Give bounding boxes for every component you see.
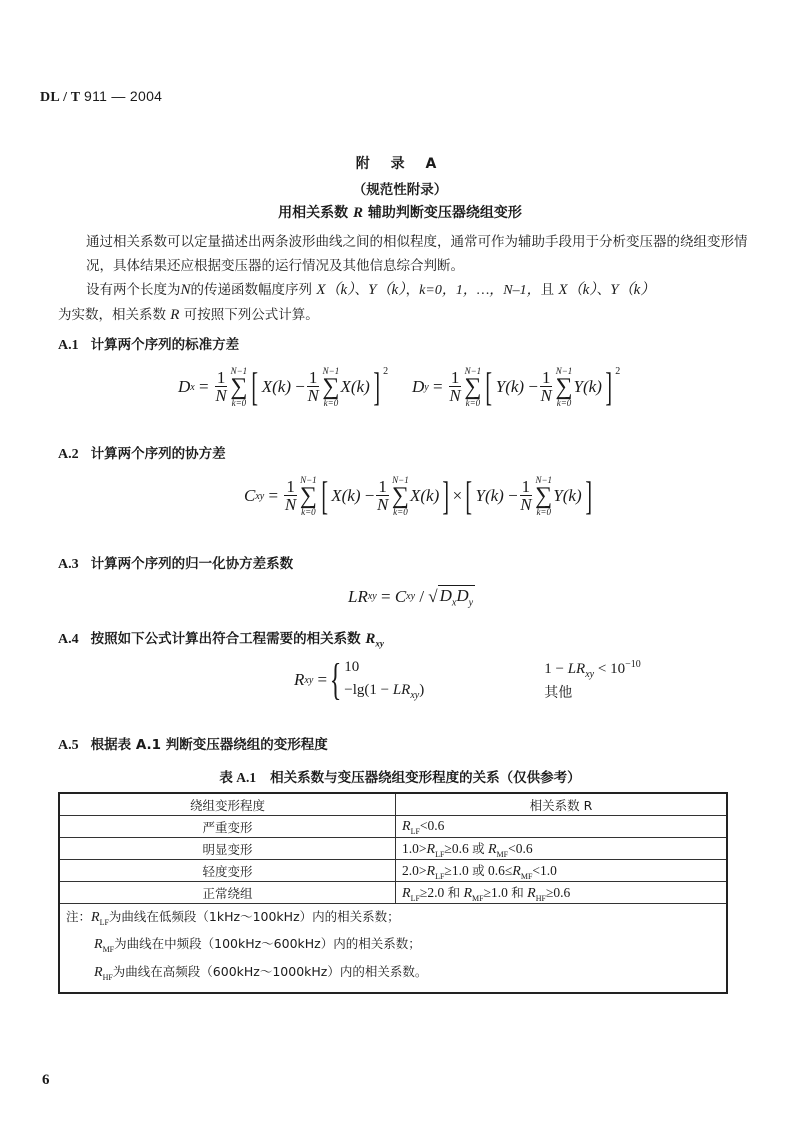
section-number: A.3 <box>58 557 79 572</box>
formula-rxy: R xy = { 10 $1 - LR_{xy} < 10^{-10}$ $-\lg(1 - LR_{xy})$ 其他 <box>294 655 641 704</box>
p2-sep: 、 <box>354 282 369 298</box>
note-text: 为曲线在中频段（100kHz～600kHz）内的相关系数； <box>114 936 421 952</box>
table-cell-level: 严重变形 <box>59 816 396 838</box>
summation: N−1 ∑ k=0 <box>535 475 553 517</box>
table-cell-criteria: $R_{LF}\ge 2.0$ 和 $R_{MF}\ge 1.0$ 和 $R_{HF}\ge 0.6$ <box>396 882 728 904</box>
f-num: 1 <box>286 477 295 496</box>
intro-p2-text <box>58 278 748 303</box>
f-Yk: Y(k) <box>553 486 582 505</box>
fraction <box>284 478 297 514</box>
intro-paragraph-2 <box>58 278 748 327</box>
section-title: 根据表 A.1 判断变压器绕组的变形程度 <box>90 737 328 753</box>
sum-upper: N−1 <box>555 366 573 376</box>
section-title: 计算两个序列的归一化协方差系数 <box>90 556 294 572</box>
f-Xk: X(k) <box>409 486 440 505</box>
table-cell-level: 轻度变形 <box>59 860 396 882</box>
summation: N−1 ∑ k=0 <box>391 475 409 517</box>
f-sub: xy <box>255 490 265 502</box>
f-Xk: X(k) <box>261 377 292 396</box>
appendix-subtitle: （规范性附录） <box>352 182 448 198</box>
sum-upper: N−1 <box>535 475 553 485</box>
formula-dy: D y = $\frac{1}{N}$ N−1 ∑ k=0 [ Y(k) − $\frac{1}{N}$ N−1 ∑ k=0 Y(k) ] 2 <box>412 364 621 409</box>
p2-c: ， <box>405 282 420 298</box>
f-num: 1 <box>308 368 318 387</box>
section-a2-heading <box>58 442 226 463</box>
table-cell-criteria: $2.0>R_{LF}\ge 1.0$ 或 $0.6\le R_{MF}<1.0$ <box>396 860 728 882</box>
table-caption <box>0 766 800 786</box>
note-sub: MF <box>102 945 115 955</box>
summation: N−1 ∑ k=0 <box>230 366 248 408</box>
summation: N−1 ∑ k=0 <box>464 366 482 408</box>
note-text: 为曲线在高频段（600kHz～1000kHz）内的相关系数。 <box>112 963 428 979</box>
p2-Y2: Y（k） <box>610 282 656 298</box>
f-sub: xy <box>304 674 314 686</box>
p2-X2: X（k） <box>558 282 597 298</box>
case2-condition: 其他 <box>544 684 573 701</box>
f-num: 1 <box>541 368 551 387</box>
fraction <box>540 369 553 405</box>
formula-lrxy: LR xy = C xy / √ $D_xD_y$ <box>348 586 474 609</box>
sum-lower: k=0 <box>465 398 481 408</box>
f-D1sub: x <box>451 597 457 609</box>
formula-cxy: C xy = $\frac{1}{N}$ N−1 ∑ k=0 [ X(k) − $\frac{1}{N}$ N−1 ∑ k=0 X(k) ] × [ Y(k) − $\frac{1}{N}$ N−1 ∑ k=0 Y(k) ] <box>244 473 592 518</box>
section-number: A.1 <box>58 338 79 353</box>
formula-dx: D x = $\frac{1}{N}$ N−1 ∑ k=0 [ X(k) − $\frac{1}{N}$ N−1 ∑ k=0 X(k) ] 2 <box>178 364 389 409</box>
sum-lower: k=0 <box>556 398 572 408</box>
table-cell-level: 明显变形 <box>59 838 396 860</box>
table-note-row <box>59 904 727 993</box>
section-a1-heading <box>58 333 239 354</box>
f-lhs: LR <box>348 586 368 606</box>
f-sub: y <box>424 381 429 393</box>
f-den: N <box>449 386 461 405</box>
p2-k: k=0，1，…，N–1， <box>419 283 541 298</box>
table-note <box>59 904 727 993</box>
p2-d: 且 <box>540 282 555 298</box>
f-Csub: xy <box>406 591 416 603</box>
intro-paragraph-1 <box>58 230 748 278</box>
sum-upper: N−1 <box>230 366 248 376</box>
f-D2: D <box>456 586 469 605</box>
sum-lower: k=0 <box>393 507 408 517</box>
appendix-title: 附 录 A <box>355 156 445 172</box>
c1a: 1 − <box>544 660 568 677</box>
f-lhs: D <box>412 377 425 396</box>
f-den: N <box>376 495 389 514</box>
f-sub: x <box>190 381 195 393</box>
f-lhs: C <box>244 486 256 505</box>
section-var: R <box>365 631 376 647</box>
section-number: A.2 <box>58 447 79 462</box>
p2-e: 为实数，相关系数 <box>58 307 166 323</box>
p2-a: 设有两个长度为 <box>86 282 181 298</box>
summation: N−1 ∑ k=0 <box>322 366 340 408</box>
sum-upper: N−1 <box>392 475 409 485</box>
f-Yk: Y(k) <box>573 377 602 396</box>
table-cell-criteria: $R_{LF}<0.6$ <box>396 816 728 838</box>
intro-p1-text: 通过相关系数可以定量描述出两条波形曲线之间的相似程度，通常可作为辅助手段用于分析变压器的绕组变形情况，具体结果还应根据变压器的运行情况及其他信息综合判断。 <box>86 234 748 274</box>
sum-upper: N−1 <box>322 366 340 376</box>
section-number: A.5 <box>58 738 79 753</box>
f-num: 1 <box>450 368 460 387</box>
f-den: N <box>215 386 227 405</box>
p2-sep2: 、 <box>596 282 611 298</box>
f-den: N <box>284 495 297 514</box>
note-line-mf: $R_{MF}$为曲线在中频段（100kHz～600kHz）内的相关系数； <box>94 936 421 955</box>
table-header-level: 绕组变形程度 <box>59 793 396 816</box>
note-sub: LF <box>99 917 109 927</box>
fraction <box>376 478 389 514</box>
table-row <box>59 838 727 860</box>
table-cell-criteria: $1.0>R_{LF}\ge 0.6$ 或 $R_{MF}<0.6$ <box>396 838 728 860</box>
p2-f: 可按照下列公式计算。 <box>183 307 319 323</box>
fraction <box>215 369 228 405</box>
c1exp: −10 <box>625 658 641 670</box>
page-number: 6 <box>42 1072 50 1088</box>
f-square: 2 <box>383 366 389 377</box>
f-num: 1 <box>378 477 387 496</box>
sum-upper: N−1 <box>300 475 317 485</box>
summation: N−1 ∑ k=0 <box>299 475 317 517</box>
table-caption-number: 表 A.1 <box>219 770 257 785</box>
c2LR: LR <box>392 681 411 698</box>
case-rows <box>344 659 640 702</box>
table-caption-text: 相关系数与变压器绕组变形程度的关系（仅供参考） <box>270 770 581 786</box>
p2-Y: Y（k） <box>368 282 406 298</box>
note-line-lf: 注：$R_{LF}$为曲线在低频段（1kHz～100kHz）内的相关系数； <box>66 909 400 927</box>
f-D2sub: y <box>468 597 474 609</box>
sum-lower: k=0 <box>323 398 339 408</box>
table-header-criteria: 相关系数 R <box>396 793 728 816</box>
f-den: N <box>540 386 552 405</box>
f-den: N <box>307 386 319 405</box>
summation: N−1 ∑ k=0 <box>555 366 573 408</box>
f-D1: D <box>439 586 452 605</box>
c1sub: xy <box>585 668 595 680</box>
section-title: 计算两个序列的协方差 <box>90 446 226 462</box>
p2-N: N <box>180 282 191 298</box>
table-cell-level: 正常绕组 <box>59 882 396 904</box>
fraction <box>520 478 533 514</box>
c2sub: xy <box>410 689 420 701</box>
standard-code <box>40 88 162 106</box>
f-lhs: R <box>294 670 305 689</box>
c1b: < 10 <box>594 660 626 677</box>
fraction <box>449 369 462 405</box>
c2b: ) <box>419 681 425 698</box>
section-a3-heading <box>58 552 293 573</box>
section-number: A.4 <box>58 632 79 647</box>
p2-b: 的传递函数幅度序列 <box>190 282 313 298</box>
c2a: −lg(1 − <box>344 681 393 698</box>
f-sub: xy <box>367 591 377 603</box>
note-sub: HF <box>102 972 113 982</box>
case1-condition <box>544 659 640 680</box>
note-label: 注： <box>66 909 92 924</box>
sum-upper: N−1 <box>464 366 482 376</box>
table-row <box>59 860 727 882</box>
f-Yk: Y(k) <box>495 377 525 396</box>
f-C: C <box>394 586 407 606</box>
table-row <box>59 882 727 904</box>
appendix-heading-var: R <box>352 205 363 221</box>
cases: { 10 $1 - LR_{xy} < 10^{-10}$ $-\lg(1 - LR_{xy})$ 其他 <box>329 655 641 704</box>
f-Yk: Y(k) <box>475 486 504 505</box>
standard-number: 911 — 2004 <box>84 88 163 104</box>
appendix-heading-post: 辅助判断变压器绕组变形 <box>367 205 522 221</box>
section-title: 计算两个序列的标准方差 <box>90 337 240 353</box>
intro-p2-line2 <box>58 303 748 327</box>
sum-lower: k=0 <box>301 507 316 517</box>
p2-X: X（k） <box>316 282 355 298</box>
c1LR: LR <box>567 660 586 677</box>
note-line-hf: $R_{HF}$为曲线在高频段（600kHz～1000kHz）内的相关系数。 <box>94 963 428 982</box>
table-row <box>59 816 727 838</box>
section-var-sub: xy <box>375 638 384 649</box>
case2-value <box>344 682 544 702</box>
case1-value: 10 <box>344 658 360 675</box>
sum-lower: k=0 <box>231 398 247 408</box>
table-header-row <box>59 793 727 816</box>
sum-lower: k=0 <box>536 507 552 517</box>
p2-R: R <box>170 307 180 323</box>
f-num: 1 <box>521 477 531 496</box>
section-a5-heading <box>58 733 328 754</box>
standard-prefix: DL / T <box>40 90 81 105</box>
appendix-heading-pre: 用相关系数 <box>278 205 349 221</box>
f-Xk: X(k) <box>340 377 370 396</box>
f-Xk: X(k) <box>331 486 361 505</box>
f-num: 1 <box>216 368 226 387</box>
f-lhs: D <box>178 377 191 396</box>
section-a4-heading <box>58 627 384 649</box>
section-title: 按照如下公式计算出符合工程需要的相关系数 <box>90 631 361 647</box>
f-square: 2 <box>615 366 621 377</box>
sqrt-term <box>438 585 475 608</box>
fraction <box>307 369 320 405</box>
f-den: N <box>520 495 532 514</box>
appendix-heading <box>0 202 800 222</box>
correlation-table <box>58 792 728 994</box>
note-text: 为曲线在低频段（1kHz～100kHz）内的相关系数； <box>108 909 400 924</box>
